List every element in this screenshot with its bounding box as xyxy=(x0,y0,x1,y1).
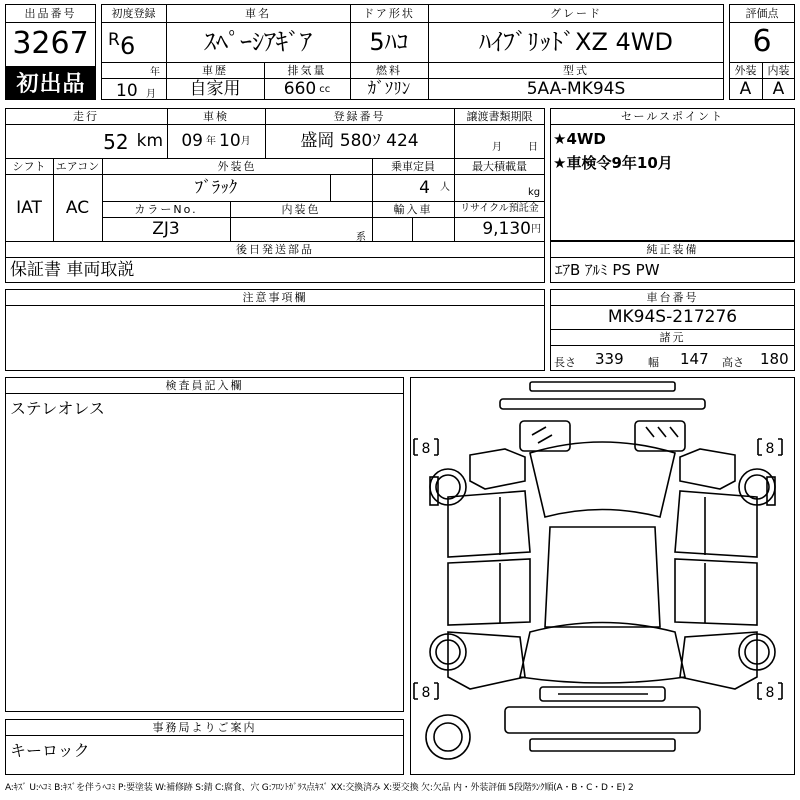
max-load-label: 最大積載量 xyxy=(472,159,527,173)
score-label: 評価点 xyxy=(745,6,779,20)
sales-points-label: セールスポイント xyxy=(620,109,724,123)
door-type: 5ﾊｺ xyxy=(369,28,409,56)
tire-tread-fr: 8 xyxy=(765,441,775,457)
inspector-box xyxy=(5,377,404,712)
interior-color-label: 内装色 xyxy=(281,202,321,216)
recycle-unit: 円 xyxy=(531,223,541,235)
max-load-unit: kg xyxy=(528,187,541,198)
inspection-month: 10 xyxy=(219,131,241,151)
mileage-value: 52 xyxy=(103,129,129,154)
month-unit: 月 xyxy=(146,89,156,100)
first-registration-year: 6 xyxy=(120,32,136,60)
interior-grade-label: 内装 xyxy=(767,63,790,77)
interior-grade: A xyxy=(772,79,785,99)
sales-point-item: ★車検令9年10月 xyxy=(553,154,673,172)
aircon-value: AC xyxy=(65,197,90,218)
tire-tread-fl: 8 xyxy=(421,441,431,457)
office-notice: キーロック xyxy=(10,741,90,760)
office-label: 事務局よりご案内 xyxy=(152,720,257,734)
exterior-grade: A xyxy=(739,79,752,99)
fuel: ｶﾞｿﾘﾝ xyxy=(367,79,411,99)
length-value: 339 xyxy=(595,350,624,368)
recycle-fee xyxy=(454,218,545,241)
capacity xyxy=(372,175,454,201)
capacity-value: 4 xyxy=(419,177,430,198)
dimensions-label: 諸元 xyxy=(659,330,686,344)
lot-number: 3267 xyxy=(12,26,89,61)
capacity-unit: 人 xyxy=(440,182,450,193)
grade-label: グレード xyxy=(550,6,602,20)
exterior-grade-label: 外装 xyxy=(734,63,757,77)
era-letter: R xyxy=(108,30,120,50)
displacement-unit: cc xyxy=(319,83,331,95)
chassis-label: 車台番号 xyxy=(646,290,699,304)
interior-color-unit: 系 xyxy=(356,232,366,243)
lot-number-label: 出品番号 xyxy=(24,6,77,20)
inspector-label: 検査員記入欄 xyxy=(165,378,244,392)
width-label: 幅 xyxy=(648,356,659,369)
inspection-month-unit: 月 xyxy=(240,135,251,147)
later-parts-label: 後日発送部品 xyxy=(236,242,314,256)
mileage-label: 走行 xyxy=(73,109,99,123)
height-label: 高さ xyxy=(722,356,744,369)
later-parts: 保証書 車両取説 xyxy=(10,260,135,280)
transfer-day-unit: 日 xyxy=(528,142,538,153)
tire-tread-rl: 8 xyxy=(421,685,431,701)
first-registration-label: 初度登録 xyxy=(111,6,156,20)
car-name: ｽﾍﾟｰｼｱｷﾞｱ xyxy=(204,28,312,56)
transfer-month-unit: 月 xyxy=(492,142,502,153)
vehicle-history: 自家用 xyxy=(189,79,241,99)
inspection-year-unit: 年 xyxy=(206,135,216,147)
sales-point-item: ★4WD xyxy=(553,130,606,148)
height-value: 180 xyxy=(760,350,789,368)
inspection-year: 09 xyxy=(181,131,203,151)
tire-tread-rr: 8 xyxy=(765,685,775,701)
width-value: 147 xyxy=(680,350,709,368)
model-code: 5AA-MK94S xyxy=(526,79,626,99)
capacity-label: 乗車定員 xyxy=(391,159,435,173)
displacement-label: 排気量 xyxy=(287,63,327,77)
year-unit: 年 xyxy=(150,67,160,78)
color-number-label: カラーNo. xyxy=(134,202,198,216)
recycle-value: 9,130 xyxy=(482,219,531,239)
inspector-comment: ステレオレス xyxy=(10,399,105,418)
registration-label: 登録番号 xyxy=(333,109,386,123)
shift-label: シフト xyxy=(12,159,46,173)
fuel-label: 燃料 xyxy=(376,63,402,77)
aircon-label: エアコン xyxy=(55,159,100,173)
first-registration-month: 10 xyxy=(116,81,138,101)
recycle-label: リサイクル預託金 xyxy=(460,203,539,214)
shift-value: IAT xyxy=(16,197,42,218)
length-label: 長さ xyxy=(554,356,576,369)
equipment-label: 純正装備 xyxy=(646,242,699,256)
chassis-number: MK94S-217276 xyxy=(607,307,738,327)
score-value: 6 xyxy=(752,24,772,59)
inspection-expiry xyxy=(167,125,265,158)
sales-points-box xyxy=(550,108,795,241)
first-listing-badge: 初出品 xyxy=(6,66,96,99)
registration-number: 盛岡 580ｿ 424 xyxy=(300,131,419,151)
displacement xyxy=(264,79,350,100)
notes-label: 注意事項欄 xyxy=(242,290,308,304)
color-number: ZJ3 xyxy=(152,219,180,239)
car-damage-diagram xyxy=(410,377,795,775)
mileage xyxy=(5,125,167,158)
grade: ﾊｲﾌﾞﾘｯﾄﾞXZ 4WD xyxy=(479,28,673,56)
inspection-label: 車検 xyxy=(203,109,229,123)
car-name-label: 車名 xyxy=(245,6,271,20)
history-label: 車歴 xyxy=(202,63,228,77)
equipment-value: ｴｱB ｱﾙﾐ PS PW xyxy=(555,261,660,279)
displacement-value: 660 xyxy=(283,79,317,99)
import-label: 輸入車 xyxy=(393,202,433,216)
door-type-label: ドア形状 xyxy=(363,6,415,20)
exterior-color-label: 外装色 xyxy=(217,159,257,173)
transfer-deadline-label: 譲渡書類期限 xyxy=(466,109,533,123)
model-label: 型式 xyxy=(563,63,589,77)
damage-legend: A:ｷｽﾞ U:ﾍｺﾐ B:ｷｽﾞを伴うﾍｺﾐ P:要塗装 W:補修跡 S:錆 C:腐食、穴 G:ﾌﾛﾝﾄｶﾞﾗｽ点ｷｽﾞ XX:交換済み X:要交換 欠:欠品 内・外装評価 5段階ﾗﾝｸ順(A・B・C・D・E) 2 xyxy=(5,783,634,793)
mileage-unit: km xyxy=(136,131,163,151)
exterior-color: ﾌﾞﾗｯｸ xyxy=(194,177,238,198)
